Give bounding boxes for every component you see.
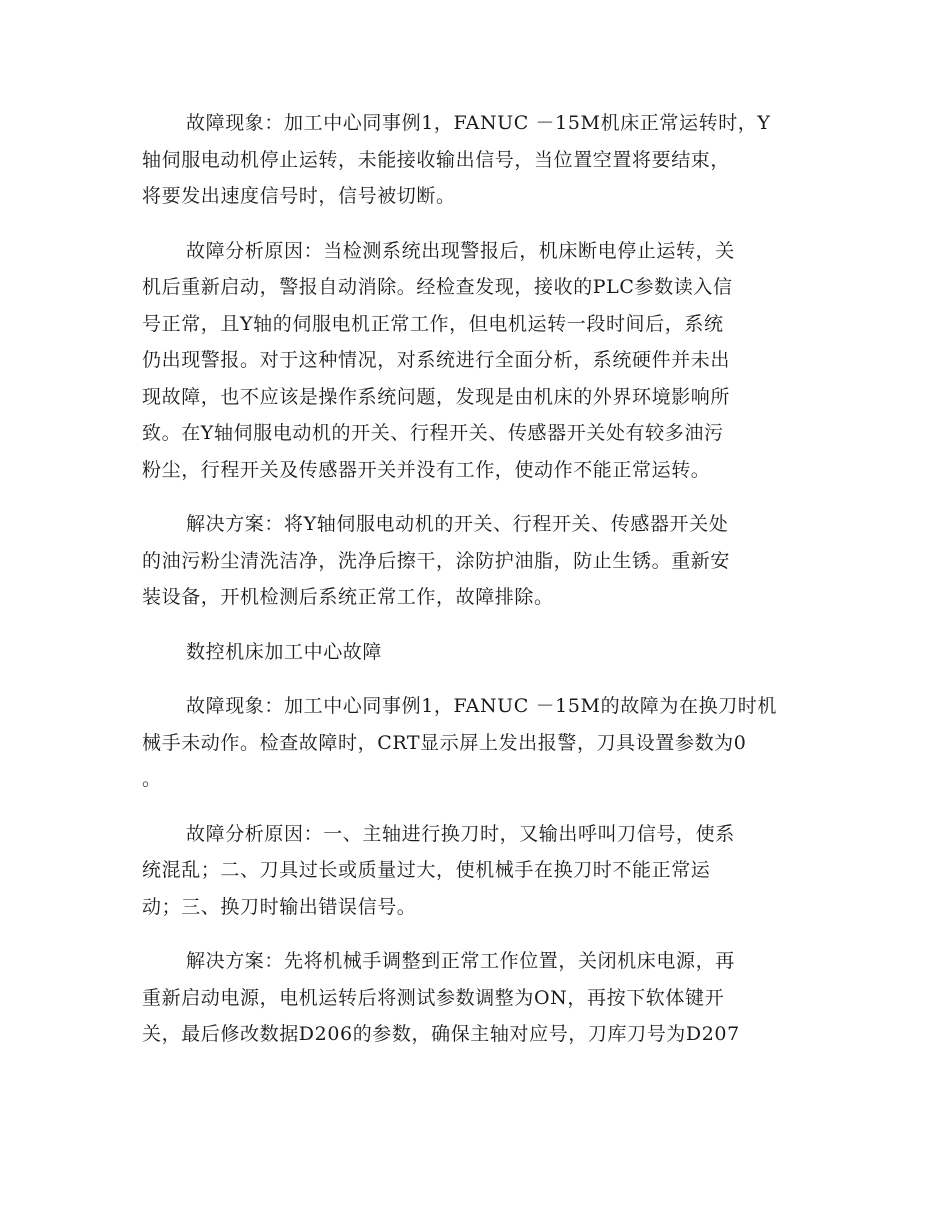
paragraph-fault-cause-1 [142, 233, 810, 489]
text-line: 的油污粉尘清洗洁净，洗净后擦干，涂防护油脂，防止生锈。重新安 [142, 549, 731, 572]
text-line: 解决方案：先将机械手调整到正常工作位置，关闭机床电源，再 [186, 950, 735, 972]
text-line: 械手未动作。检查故障时，CRT显示屏上发出报警，刀具设置参数为0 [142, 731, 747, 754]
text-line: 重新启动电源，电机运转后将测试参数调整为ON，再按下软体键开 [142, 986, 725, 1009]
document-page [142, 105, 810, 1071]
text-line: 解决方案：将Y轴伺服电动机的开关、行程开关、传感器开关处 [186, 513, 729, 535]
text-line: 动；三、换刀时输出错误信号。 [142, 895, 417, 918]
text-line: 现故障，也不应该是操作系统问题，发现是由机床的外界环境影响所 [142, 385, 731, 408]
text-line: 仍出现警报。对于这种情况，对系统进行全面分析，系统硬件并未出 [142, 349, 731, 371]
text-line: 号正常，且Y轴的伺服电机正常工作，但电机运转一段时间后，系统 [142, 312, 724, 335]
text-line: 将要发出速度信号时，信号被切断。 [142, 185, 456, 207]
paragraph-fault-symptom-1 [142, 105, 810, 215]
text-line: 关，最后修改数据D206的参数，确保主轴对应号，刀库刀号为D207 [142, 1023, 740, 1045]
text-line: 。 [142, 768, 162, 790]
paragraph-fault-symptom-2 [142, 688, 810, 798]
text-line: 装设备，开机检测后系统正常工作，故障排除。 [142, 586, 554, 608]
text-line: 统混乱；二、刀具过长或质量过大，使机械手在换刀时不能正常运 [142, 859, 711, 881]
text-line: 机后重新启动，警报自动消除。经检查发现，接收的PLC参数读入信 [142, 276, 733, 298]
section-heading-text: 数控机床加工中心故障 [186, 640, 383, 663]
text-line: 故障分析原因：当检测系统出现警报后，机床断电停止运转，关 [186, 239, 735, 262]
paragraph-fault-cause-2 [142, 816, 810, 926]
text-line: 轴伺服电动机停止运转，未能接收输出信号，当位置空置将要结束， [142, 148, 731, 171]
text-line: 致。在Y轴伺服电动机的开关、行程开关、传感器开关处有较多油污 [142, 422, 724, 444]
text-line: 故障分析原因：一、主轴进行换刀时，又输出呼叫刀信号，使系 [186, 822, 735, 845]
text-line: 故障现象：加工中心同事例1，FANUC －15M的故障为在换刀时机 [186, 695, 777, 717]
section-heading [142, 634, 810, 671]
text-line: 粉尘，行程开关及传感器开关并没有工作，使动作不能正常运转。 [142, 458, 711, 481]
text-line: 故障现象：加工中心同事例1，FANUC －15M机床正常运转时，Y [186, 112, 771, 134]
paragraph-solution-2 [142, 943, 810, 1053]
paragraph-solution-1 [142, 506, 810, 616]
